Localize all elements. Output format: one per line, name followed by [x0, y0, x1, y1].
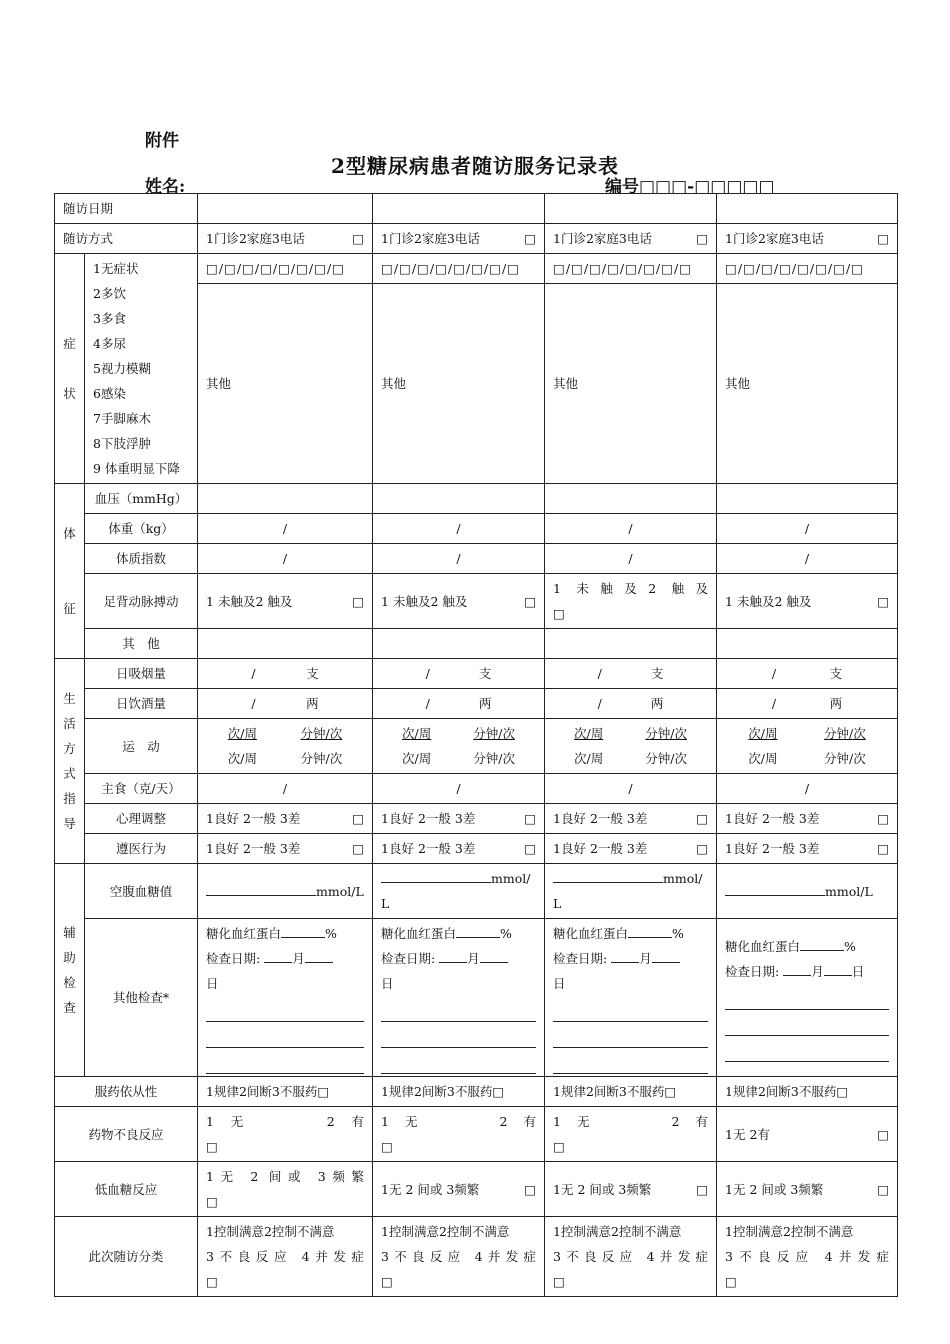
checkbox[interactable]: □	[206, 1274, 218, 1289]
symptom-other-label: 其他	[553, 376, 579, 391]
table-row	[55, 194, 898, 224]
adverse-num: 1	[206, 1114, 214, 1129]
hypo-label: 低血糖反应	[55, 1162, 198, 1217]
table-row	[55, 484, 898, 514]
foot-pulse-options: 1 未触及2 触及	[206, 593, 293, 609]
exercise-minutes: 分钟/次	[300, 751, 343, 766]
med-compliance-field[interactable]	[545, 1077, 717, 1107]
compliance-checkbox[interactable]: □	[352, 841, 365, 856]
drinking-field[interactable]	[545, 689, 717, 719]
exercise-times: 次/周	[402, 751, 432, 766]
psych-field[interactable]	[373, 804, 545, 834]
fbg-label: 空腹血糖值	[85, 864, 198, 919]
symptom-boxes: □/□/□/□/□/□/□/□	[381, 261, 520, 276]
checkbox: □	[492, 1084, 505, 1099]
exam-date-label: 检查日期:	[553, 951, 608, 966]
adverse-yes: 有	[695, 1114, 709, 1129]
drinking-label: 日饮酒量	[85, 689, 198, 719]
exercise-minutes: 分钟/次	[473, 751, 515, 766]
foot-pulse-options: 1 未触及2 触及	[553, 581, 709, 596]
table-row	[55, 1217, 898, 1297]
hypo-checkbox[interactable]: □	[524, 1181, 537, 1197]
med-compliance-options: 1规律2间断3不服药	[381, 1084, 493, 1099]
visit-method-field[interactable]	[198, 224, 373, 254]
day-label: 日	[206, 976, 219, 991]
compliance-field[interactable]	[198, 834, 373, 864]
symptom-item: 7手脚麻木	[93, 411, 151, 426]
visit-method-field[interactable]	[373, 224, 545, 254]
psych-checkbox[interactable]: □	[352, 811, 365, 826]
table-row	[55, 544, 898, 574]
hba1c-label: 糖化血红蛋白	[206, 926, 282, 941]
med-compliance-field[interactable]	[373, 1077, 545, 1107]
symptom-item: 2多饮	[93, 286, 126, 301]
drinking-field-unit: 两	[829, 696, 843, 711]
symptom-checkboxes[interactable]	[717, 254, 898, 284]
table-row	[55, 224, 898, 254]
slash: /	[597, 696, 602, 711]
psych-options: 1良好 2一般 3差	[381, 811, 476, 826]
adverse-yes: 有	[351, 1114, 365, 1129]
med-compliance-options: 1规律2间断3不服药	[725, 1084, 837, 1099]
classification-line2: 3不良反应 4并发症	[381, 1249, 537, 1264]
adverse-field[interactable]	[545, 1107, 717, 1162]
foot-pulse-checkbox[interactable]: □	[877, 593, 890, 609]
weight-label: 体重（kg）	[85, 514, 198, 544]
exercise-times: 次/周	[574, 726, 604, 741]
symptom-boxes: □/□/□/□/□/□/□/□	[553, 261, 692, 276]
med-compliance-field[interactable]	[717, 1077, 898, 1107]
adverse-num: 2	[671, 1114, 680, 1129]
adverse-num: 1	[381, 1114, 389, 1129]
visit-method-checkbox[interactable]: □	[877, 231, 890, 246]
adverse-field[interactable]	[198, 1107, 373, 1162]
month-label: 月	[292, 951, 305, 966]
blood-pressure-field[interactable]	[717, 484, 898, 514]
slash: /	[804, 521, 810, 536]
exercise-label: 运 动	[85, 719, 198, 774]
fbg-field[interactable]	[545, 864, 717, 919]
classification-line2: 3不良反应 4并发症	[206, 1249, 365, 1264]
signs-other-field[interactable]	[545, 629, 717, 659]
med-compliance-field[interactable]	[198, 1077, 373, 1107]
compliance-field[interactable]	[717, 834, 898, 864]
exercise-field[interactable]	[717, 719, 898, 774]
exam-date-label: 检查日期:	[206, 951, 261, 966]
exercise-field[interactable]	[373, 719, 545, 774]
signs-other-field[interactable]	[373, 629, 545, 659]
aux-group-label: 辅 助 检 查	[55, 864, 85, 1077]
compliance-field[interactable]	[373, 834, 545, 864]
exercise-times: 次/周	[402, 726, 432, 741]
compliance-label: 遵医行为	[85, 834, 198, 864]
signs-other-label: 其 他	[85, 629, 198, 659]
slash: /	[628, 781, 633, 796]
exercise-minutes: 分钟/次	[824, 751, 866, 766]
symptom-other-field[interactable]	[198, 284, 373, 484]
visit-method-field[interactable]	[545, 224, 717, 254]
checkbox: □	[664, 1084, 677, 1099]
fbg-field[interactable]	[198, 864, 373, 919]
symptom-item: 9 体重明显下降	[93, 461, 180, 476]
hypo-field[interactable]	[373, 1162, 545, 1217]
symptom-other-label: 其他	[206, 376, 232, 391]
classification-line1: 1控制满意2控制不满意	[553, 1224, 682, 1239]
foot-pulse-checkbox[interactable]: □	[352, 593, 365, 609]
symptom-checkboxes[interactable]	[373, 254, 545, 284]
slash: /	[251, 666, 256, 681]
table-row	[55, 1162, 898, 1217]
visit-date-field[interactable]	[373, 194, 545, 224]
psych-field[interactable]	[545, 804, 717, 834]
slash: /	[282, 551, 288, 566]
attachment-label: 附件	[145, 131, 179, 151]
classification-field[interactable]	[545, 1217, 717, 1297]
symptom-checkboxes[interactable]	[198, 254, 373, 284]
classification-line1: 1控制满意2控制不满意	[381, 1224, 510, 1239]
bmi-field[interactable]	[545, 544, 717, 574]
table-row	[55, 629, 898, 659]
symptom-boxes: □/□/□/□/□/□/□/□	[206, 261, 345, 276]
hypo-field[interactable]	[717, 1162, 898, 1217]
adverse-checkbox[interactable]: □	[877, 1126, 890, 1142]
table-row	[55, 774, 898, 804]
slash: /	[597, 666, 602, 681]
hypo-checkbox[interactable]: □	[696, 1181, 709, 1197]
slash: /	[804, 551, 810, 566]
adverse-field[interactable]	[373, 1107, 545, 1162]
classification-line1: 1控制满意2控制不满意	[206, 1224, 335, 1239]
slash: /	[628, 551, 633, 566]
compliance-options: 1良好 2一般 3差	[553, 841, 648, 856]
psych-label: 心理调整	[85, 804, 198, 834]
exam-date-label: 检查日期:	[725, 963, 780, 979]
exercise-times: 次/周	[748, 751, 778, 766]
symptom-item: 3多食	[93, 311, 126, 326]
slash: /	[456, 781, 461, 796]
psych-checkbox[interactable]: □	[877, 811, 890, 826]
table-row	[55, 254, 898, 284]
month-label: 月	[467, 951, 480, 966]
visit-method-checkbox[interactable]: □	[352, 231, 365, 246]
slash: /	[425, 666, 430, 681]
adverse-none: 无	[404, 1114, 418, 1129]
visit-date-field[interactable]	[717, 194, 898, 224]
table-row	[55, 1077, 898, 1107]
classification-field[interactable]	[717, 1217, 898, 1297]
visit-method-options: 1门诊2家庭3电话	[206, 231, 305, 246]
classification-line2: 3不良反应 4并发症	[725, 1249, 890, 1264]
visit-date-field[interactable]	[198, 194, 373, 224]
adverse-field[interactable]	[717, 1107, 898, 1162]
symptom-item: 8下肢浮肿	[93, 436, 151, 451]
checkbox[interactable]: □	[206, 1194, 218, 1209]
bmi-field[interactable]	[198, 544, 373, 574]
exercise-times: 次/周	[748, 726, 778, 741]
med-compliance-options: 1规律2间断3不服药	[206, 1084, 318, 1099]
classification-field[interactable]	[198, 1217, 373, 1297]
fbg-unit: mmol/L	[316, 883, 364, 899]
table-row	[55, 1107, 898, 1162]
bmi-label: 体质指数	[85, 544, 198, 574]
compliance-options: 1良好 2一般 3差	[206, 841, 301, 856]
smoking-field-unit: 支	[478, 666, 492, 681]
fbg-unit: mmol/L	[825, 883, 873, 899]
symptom-item: 5视力模糊	[93, 361, 151, 376]
staple-food-field[interactable]	[545, 774, 717, 804]
fbg-field[interactable]	[717, 864, 898, 919]
drinking-field-unit: 两	[306, 696, 319, 711]
smoking-field-unit: 支	[306, 666, 319, 681]
hba1c-label: 糖化血红蛋白	[725, 938, 801, 954]
drinking-field[interactable]	[198, 689, 373, 719]
weight-field[interactable]	[545, 514, 717, 544]
foot-pulse-checkbox[interactable]: □	[524, 593, 537, 609]
table-row	[55, 659, 898, 689]
smoking-field[interactable]	[198, 659, 373, 689]
checkbox[interactable]: □	[553, 1139, 565, 1154]
percent-sign: %	[844, 938, 856, 954]
foot-pulse-field[interactable]	[545, 574, 717, 629]
adverse-options: 1无 2有	[725, 1126, 770, 1142]
checkbox: □	[317, 1084, 330, 1099]
table-row	[55, 864, 898, 919]
staple-food-field[interactable]	[198, 774, 373, 804]
exercise-minutes: 分钟/次	[473, 726, 515, 741]
psych-field[interactable]	[717, 804, 898, 834]
checkbox[interactable]: □	[381, 1139, 393, 1154]
hypo-field[interactable]	[198, 1162, 373, 1217]
symptoms-group-label: 症 状	[55, 254, 85, 484]
classification-label: 此次随访分类	[55, 1217, 198, 1297]
name-label: 姓名:	[145, 177, 186, 197]
foot-pulse-field[interactable]	[717, 574, 898, 629]
adverse-num: 2	[499, 1114, 508, 1129]
compliance-checkbox[interactable]: □	[877, 841, 890, 856]
smoking-field-unit: 支	[650, 666, 664, 681]
slash: /	[628, 521, 633, 536]
exercise-field[interactable]	[545, 719, 717, 774]
other-exam-field[interactable]	[373, 919, 545, 1077]
symptom-boxes: □/□/□/□/□/□/□/□	[725, 261, 864, 276]
adverse-label: 药物不良反应	[55, 1107, 198, 1162]
table-row	[55, 834, 898, 864]
foot-pulse-field[interactable]	[198, 574, 373, 629]
adverse-none: 无	[230, 1114, 244, 1129]
symptom-item: 6感染	[93, 386, 126, 401]
percent-sign: %	[500, 926, 512, 941]
hba1c-label: 糖化血红蛋白	[553, 926, 629, 941]
blood-pressure-label: 血压（mmHg）	[85, 484, 198, 514]
day-label: 日	[553, 976, 566, 991]
smoking-field[interactable]	[717, 659, 898, 689]
blood-pressure-field[interactable]	[545, 484, 717, 514]
slash: /	[425, 696, 430, 711]
table-row	[55, 514, 898, 544]
hypo-options: 1无 2 间或 3频繁	[553, 1181, 652, 1197]
compliance-options: 1良好 2一般 3差	[381, 841, 476, 856]
bmi-field[interactable]	[717, 544, 898, 574]
visit-method-checkbox[interactable]: □	[696, 231, 709, 246]
day-label: 日	[381, 976, 394, 991]
smoking-label: 日吸烟量	[85, 659, 198, 689]
exercise-minutes: 分钟/次	[645, 751, 687, 766]
other-exam-field[interactable]	[198, 919, 373, 1077]
other-exam-field[interactable]	[545, 919, 717, 1077]
visit-method-label: 随访方式	[55, 224, 198, 254]
psych-options: 1良好 2一般 3差	[206, 811, 301, 826]
symptoms-list	[85, 254, 198, 484]
checkbox[interactable]: □	[381, 1274, 393, 1289]
psych-checkbox[interactable]: □	[696, 811, 709, 826]
symptom-other-label: 其他	[381, 376, 407, 391]
exam-date-label: 检查日期:	[381, 951, 436, 966]
compliance-options: 1良好 2一般 3差	[725, 841, 820, 856]
blood-pressure-field[interactable]	[373, 484, 545, 514]
signs-group-label: 体 征	[55, 484, 85, 659]
hba1c-label: 糖化血红蛋白	[381, 926, 457, 941]
followup-record-table	[54, 193, 898, 1297]
percent-sign: %	[325, 926, 337, 941]
percent-sign: %	[672, 926, 684, 941]
weight-field[interactable]	[198, 514, 373, 544]
visit-method-options: 1门诊2家庭3电话	[725, 231, 824, 246]
checkbox: □	[836, 1084, 849, 1099]
visit-date-label: 随访日期	[55, 194, 198, 224]
adverse-none: 无	[576, 1114, 590, 1129]
foot-pulse-field[interactable]	[373, 574, 545, 629]
psych-options: 1良好 2一般 3差	[725, 811, 820, 826]
smoking-field-unit: 支	[829, 666, 843, 681]
exercise-times: 次/周	[574, 751, 604, 766]
lifestyle-group-label: 生 活 方 式 指 导	[55, 659, 85, 864]
table-row	[55, 919, 898, 1077]
slash: /	[456, 521, 461, 536]
hypo-checkbox[interactable]: □	[877, 1181, 890, 1197]
checkbox[interactable]: □	[725, 1274, 737, 1289]
compliance-checkbox[interactable]: □	[696, 841, 709, 856]
bmi-field[interactable]	[373, 544, 545, 574]
fbg-unit: mmol/L	[553, 871, 703, 911]
exercise-field[interactable]	[198, 719, 373, 774]
weight-field[interactable]	[717, 514, 898, 544]
med-compliance-options: 1规律2间断3不服药	[553, 1084, 665, 1099]
hypo-options: 1无 2 间或 3频繁	[381, 1181, 480, 1197]
symptom-other-field[interactable]	[717, 284, 898, 484]
hypo-options: 1无 2 间或 3频繁	[725, 1181, 824, 1197]
smoking-field[interactable]	[545, 659, 717, 689]
visit-method-checkbox[interactable]: □	[524, 231, 537, 246]
symptom-other-label: 其他	[725, 376, 751, 391]
compliance-field[interactable]	[545, 834, 717, 864]
table-row	[55, 689, 898, 719]
table-row	[55, 719, 898, 774]
exercise-minutes: 分钟/次	[300, 726, 343, 741]
hypo-options: 1无 2 间或 3频繁	[206, 1169, 365, 1184]
drinking-field-unit: 两	[478, 696, 492, 711]
month-label: 月	[639, 951, 652, 966]
symptom-checkboxes[interactable]	[545, 254, 717, 284]
visit-method-field[interactable]	[717, 224, 898, 254]
table-row	[55, 574, 898, 629]
signs-other-field[interactable]	[717, 629, 898, 659]
fbg-unit: mmol/L	[381, 871, 531, 911]
visit-method-options: 1门诊2家庭3电话	[381, 231, 480, 246]
foot-pulse-options: 1 未触及2 触及	[381, 593, 468, 609]
slash: /	[771, 696, 777, 711]
adverse-num: 1	[553, 1114, 561, 1129]
blood-pressure-field[interactable]	[198, 484, 373, 514]
adverse-num: 2	[326, 1114, 335, 1129]
compliance-checkbox[interactable]: □	[524, 841, 537, 856]
slash: /	[804, 781, 810, 796]
checkbox[interactable]: □	[553, 606, 565, 621]
slash: /	[771, 666, 777, 681]
other-exam-field[interactable]	[717, 919, 898, 1077]
med-compliance-label: 服药依从性	[55, 1077, 198, 1107]
hypo-field[interactable]	[545, 1162, 717, 1217]
slash: /	[456, 551, 461, 566]
slash: /	[251, 696, 256, 711]
adverse-yes: 有	[523, 1114, 537, 1129]
weight-field[interactable]	[373, 514, 545, 544]
smoking-field[interactable]	[373, 659, 545, 689]
signs-other-field[interactable]	[198, 629, 373, 659]
exercise-minutes: 分钟/次	[645, 726, 687, 741]
classification-field[interactable]	[373, 1217, 545, 1297]
classification-line2: 3不良反应 4并发症	[553, 1249, 709, 1264]
foot-pulse-options: 1 未触及2 触及	[725, 593, 812, 609]
slash: /	[282, 781, 288, 796]
table-row	[55, 804, 898, 834]
psych-options: 1良好 2一般 3差	[553, 811, 648, 826]
exercise-minutes: 分钟/次	[824, 726, 866, 741]
visit-date-field[interactable]	[545, 194, 717, 224]
month-label: 月	[811, 963, 824, 979]
fbg-field[interactable]	[373, 864, 545, 919]
visit-method-options: 1门诊2家庭3电话	[553, 231, 652, 246]
day-label: 日	[851, 963, 865, 979]
drinking-field[interactable]	[373, 689, 545, 719]
exercise-times: 次/周	[227, 751, 257, 766]
symptom-other-field[interactable]	[545, 284, 717, 484]
classification-line1: 1控制满意2控制不满意	[725, 1224, 854, 1239]
psych-field[interactable]	[198, 804, 373, 834]
staple-food-field[interactable]	[373, 774, 545, 804]
exercise-times: 次/周	[227, 726, 257, 741]
staple-food-field[interactable]	[717, 774, 898, 804]
other-exam-label: 其他检查*	[85, 919, 198, 1077]
drinking-field-unit: 两	[650, 696, 664, 711]
foot-pulse-label: 足背动脉搏动	[85, 574, 198, 629]
checkbox[interactable]: □	[553, 1274, 565, 1289]
symptom-other-field[interactable]	[373, 284, 545, 484]
drinking-field[interactable]	[717, 689, 898, 719]
psych-checkbox[interactable]: □	[524, 811, 537, 826]
symptom-item: 4多尿	[93, 336, 126, 351]
slash: /	[282, 521, 288, 536]
symptom-item: 1无症状	[93, 261, 139, 276]
code-label: 编号□□□-□□□□□	[605, 177, 775, 197]
staple-food-label: 主食（克/天）	[85, 774, 198, 804]
checkbox[interactable]: □	[206, 1139, 218, 1154]
form-title: 2型糖尿病患者随访服务记录表	[331, 154, 619, 178]
